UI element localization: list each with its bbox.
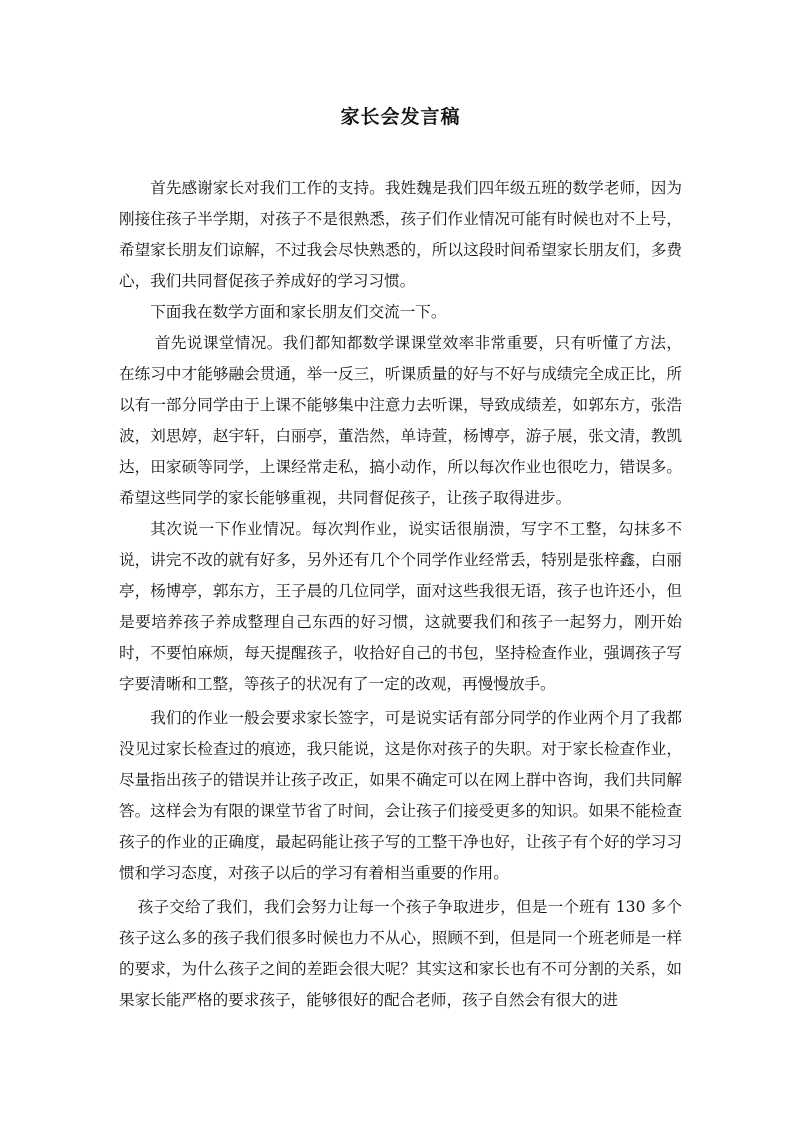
document-title: 家长会发言稿 [340, 106, 461, 128]
paragraph-intro: 首先感谢家长对我们工作的支持。我姓魏是我们四年级五班的数学老师，因为刚接住孩子半学期，对孩子不是很熟悉，孩子们作业情况可能有时候也对不上号，希望家长朋友们谅解，不过我会尽快熟悉的，所以这段时间希望家长朋友们，多费心，我们共同督促孩子养成好的学习习惯。 [119, 179, 682, 290]
paragraph-homework: 其次说一下作业情况。每次判作业，说实话很崩溃，写字不工整，勾抹多不说，讲完不改的就有好多，另外还有几个个同学作业经常丢，特别是张梓鑫，白丽亭，杨博亭，郭东方，王子晨的几位同学，面对这些我很无语，孩子也许还小，但是要培养孩子养成整理自己东西的好习惯，这就要我们和孩子一起努力，刚开始时，不要怕麻烦，每天提醒孩子，收拾好自己的书包，坚持检查作业，强调孩子写字要清晰和工整，等孩子的状况有了一定的改观，再慢慢放手。 [119, 520, 682, 693]
paragraph-cooperation: 孩子交给了我们，我们会努力让每一个孩子争取进步，但是一个班有 130 多个孩子这么多的孩子我们很多时候也力不从心，照顾不到，但是同一个班老师是一样的要求，为什么孩子之间的差距会很大呢？其实这和家长也有不可分割的关系，如果家长能严格的要求孩子，能够很好的配合老师，孩子自然会有很大的进 [119, 898, 682, 1009]
paragraph-classroom: 首先说课堂情况。我们都知都数学课课堂效率非常重要，只有听懂了方法，在练习中才能够融会贯通，举一反三，听课质量的好与不好与成绩完全成正比，所以有一部分同学由于上课不能够集中注意力去听课，导致成绩差，如郭东方，张浩波，刘思婷，赵宇轩，白丽亭，董浩然，单诗萱，杨博亭，游子展，张文清，教凯达，田家硕等同学，上课经常走私，搞小动作，所以每次作业也很吃力，错误多。希望这些同学的家长能够重视，共同督促孩子，让孩子取得进步。 [119, 334, 682, 507]
paragraph-parent-signature: 我们的作业一般会要求家长签字，可是说实话有部分同学的作业两个月了我都没见过家长检查过的痕迹，我只能说，这是你对孩子的失职。对于家长检查作业，尽量指出孩子的错误并让孩子改正，如果不确定可以在网上群中咨询，我们共同解答。这样会为有限的课堂节省了时间，会让孩子们接受更多的知识。如果不能检查孩子的作业的正确度，最起码能让孩子写的工整干净也好，让孩子有个好的学习习惯和学习态度，对孩子以后的学习有着相当重要的作用。 [119, 709, 682, 882]
paragraph-transition: 下面我在数学方面和家长朋友们交流一下。 [150, 303, 447, 321]
